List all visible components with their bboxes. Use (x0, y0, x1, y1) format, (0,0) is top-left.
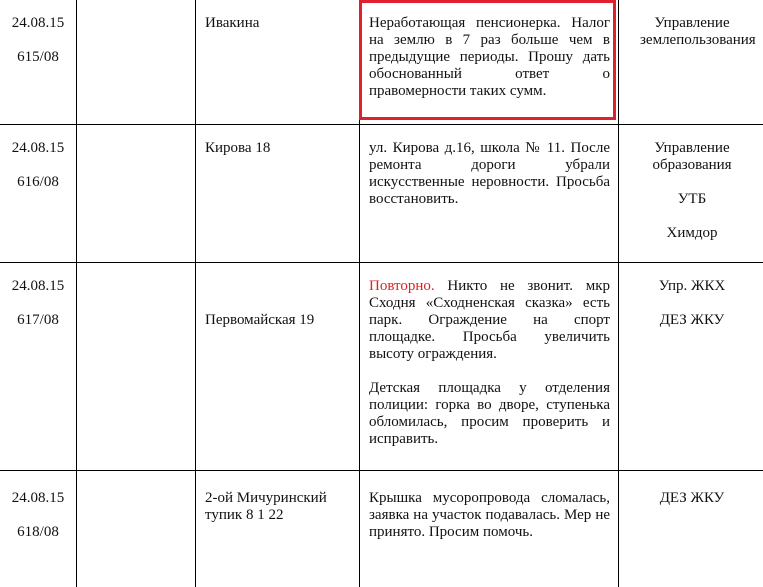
row-departments (622, 278, 762, 346)
row-address: Первомайская 19 (205, 312, 315, 328)
row-description (369, 140, 610, 208)
department: Химдор (666, 225, 718, 241)
row-description (369, 490, 610, 541)
row-departments (622, 140, 762, 259)
row-description (369, 278, 610, 448)
column-divider (195, 0, 196, 587)
row-address: Кирова 18 (205, 140, 271, 156)
description-paragraph (369, 278, 610, 363)
row-date: 24.08.15 (11, 490, 65, 506)
column-divider (618, 0, 619, 587)
row-date: 24.08.15 (11, 15, 65, 31)
row-number: 616/08 (17, 174, 59, 190)
row-address: Ивакина (205, 15, 260, 31)
highlight-box (359, 0, 616, 120)
department: Упр. ЖКХ (658, 278, 726, 294)
description-paragraph: ул. Кирова д.16, школа № 11. После ремонта дороги убрали искусственные неровности. Просьба восстановить. (369, 140, 610, 207)
row-departments (622, 490, 762, 524)
row-date: 24.08.15 (11, 140, 65, 156)
department: УТБ (677, 191, 707, 207)
row-number: 615/08 (17, 49, 59, 65)
description-text: Никто не звонит. мкр Сходня «Сходненская сказка» есть парк. Ограждение на спорт площадке. Просьба увеличить высоту ограждения. (369, 278, 610, 362)
description-paragraph: Детская площадка у отделения полиции: горка во дворе, ступенька обломилась, просим проверить и исправить. (369, 380, 610, 447)
department: ДЕЗ ЖКУ (659, 312, 725, 328)
repeat-label: Повторно. (369, 278, 435, 294)
department: Управление образования (652, 140, 732, 173)
department: ДЕЗ ЖКУ (659, 490, 725, 506)
department: Управление землепользования (640, 15, 756, 48)
row-date: 24.08.15 (11, 278, 65, 294)
row-number: 618/08 (17, 524, 59, 540)
row-address: 2-ой Мичуринский тупик 8 1 22 (205, 490, 327, 523)
row-divider (0, 124, 763, 125)
row-departments (622, 15, 762, 66)
column-divider (76, 0, 77, 587)
row-divider (0, 262, 763, 263)
row-divider (0, 470, 763, 471)
description-paragraph: Крышка мусоропровода сломалась, заявка на участок подавалась. Мер не принято. Просим помочь. (369, 490, 610, 540)
description-paragraph: Неработающая пенсионерка. Налог на землю в 7 раз больше чем в предыдущие периоды. Прошу дать обоснованный ответ о правомерности таких сумм. (369, 15, 610, 99)
row-number: 617/08 (17, 312, 59, 328)
